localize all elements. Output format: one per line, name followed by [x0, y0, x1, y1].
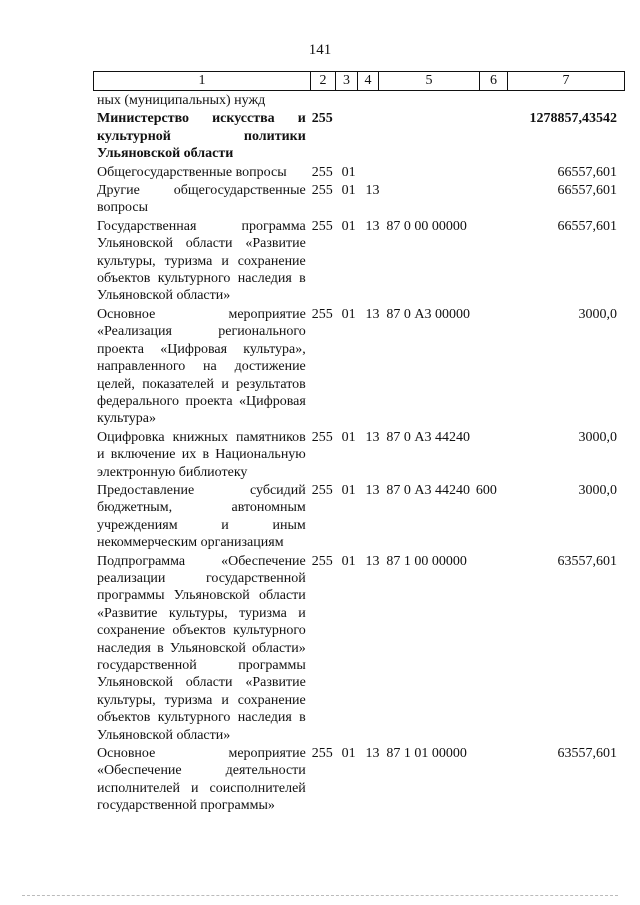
column-header-table [93, 71, 625, 91]
row-subsection-code: 13 [365, 429, 380, 445]
row-target-article: 87 0 А3 00000 [386, 306, 470, 322]
row-subsection-code: 13 [365, 218, 380, 234]
row-amount: 3000,0 [578, 482, 617, 498]
row-description: Министерство искусства и культурной политики Ульяновской области [97, 111, 306, 162]
row-description: Основное мероприятие «Реализация регионального проекта «Цифровая культура», направленного на достижение целей, показателей и результатов федерального проекта «Цифровая культура» [97, 306, 306, 427]
row-section-code: 01 [341, 429, 356, 445]
row-section-code: 01 [341, 183, 356, 199]
row-target-article: 87 0 А3 44240 [386, 429, 470, 445]
budget-table-body [97, 92, 617, 816]
row-ved-code: 255 [311, 482, 333, 498]
table-row [97, 429, 617, 481]
row-subsection-code: 13 [365, 746, 380, 762]
row-description: Основное мероприятие «Обеспечение деятельности исполнителей и соисполнителей государственной программы» [97, 746, 306, 814]
row-amount: 3000,0 [578, 306, 617, 322]
header-col-1: 1 [94, 72, 311, 91]
table-row [97, 92, 617, 109]
row-section-code: 01 [341, 218, 356, 234]
row-ved-code: 255 [311, 183, 333, 199]
row-description: Общегосударственные вопросы [97, 164, 287, 180]
header-col-4: 4 [358, 72, 379, 91]
table-row [97, 553, 617, 744]
row-amount: 1278857,43542 [529, 111, 617, 127]
row-description: ных (муниципальных) нужд [97, 93, 266, 108]
header-col-6: 6 [480, 72, 508, 91]
row-ved-code: 255 [311, 218, 333, 234]
row-target-article: 87 0 А3 44240 [386, 482, 470, 498]
row-ved-code: 255 [311, 429, 333, 445]
row-ved-code: 255 [311, 553, 333, 569]
row-subsection-code: 13 [365, 553, 380, 569]
page-number: 141 [308, 42, 332, 58]
row-amount: 63557,601 [557, 746, 617, 762]
row-amount: 63557,601 [557, 553, 617, 569]
table-row [97, 306, 617, 428]
header-col-7: 7 [508, 72, 625, 91]
row-description: Другие общегосударственные вопросы [97, 183, 306, 216]
row-section-code: 01 [341, 306, 356, 322]
header-col-5: 5 [379, 72, 480, 91]
row-target-article: 87 0 00 00000 [386, 218, 467, 234]
table-row [97, 745, 617, 815]
header-col-3: 3 [336, 72, 358, 91]
row-amount: 66557,601 [557, 164, 617, 180]
row-subsection-code: 13 [365, 482, 380, 498]
row-section-code: 01 [341, 553, 356, 569]
row-ved-code: 255 [311, 306, 333, 322]
scan-edge-marks [22, 895, 618, 899]
row-ved-code: 255 [311, 746, 333, 762]
row-target-article: 87 1 01 00000 [386, 746, 467, 762]
row-amount: 66557,601 [557, 183, 617, 199]
row-description: Подпрограмма «Обеспечение реализации государственной программы Ульяновской области «Развитие культуры, туризма и сохранение объектов культурного наследия в Ульяновской области» государственной программы Ульяновской области «Развитие культуры, туризма и сохранение объектов культурного наследия в Ульяновской области» [97, 553, 306, 743]
row-ved-code: 255 [311, 111, 333, 127]
row-description: Предоставление субсидий бюджетным, автономным учреждениям и иным некоммерческим организациям [97, 482, 306, 551]
header-col-2: 2 [311, 72, 336, 91]
table-row [97, 182, 617, 217]
row-description: Оцифровка книжных памятников и включение их в Национальную электронную библиотеку [97, 429, 306, 480]
row-amount: 3000,0 [578, 429, 617, 445]
table-row [97, 110, 617, 162]
row-section-code: 01 [341, 164, 356, 180]
row-target-article: 87 1 00 00000 [386, 553, 467, 569]
row-section-code: 01 [341, 482, 356, 498]
table-row [97, 164, 617, 181]
row-expense-type: 600 [475, 482, 497, 498]
row-subsection-code: 13 [365, 306, 380, 322]
row-amount: 66557,601 [557, 218, 617, 234]
table-row [97, 482, 617, 552]
row-subsection-code: 13 [365, 183, 380, 199]
row-section-code: 01 [341, 746, 356, 762]
table-row [97, 218, 617, 305]
row-description: Государственная программа Ульяновской области «Развитие культуры, туризма и сохранение объектов культурного наследия в Ульяновской области» [97, 218, 306, 304]
row-ved-code: 255 [311, 164, 333, 180]
